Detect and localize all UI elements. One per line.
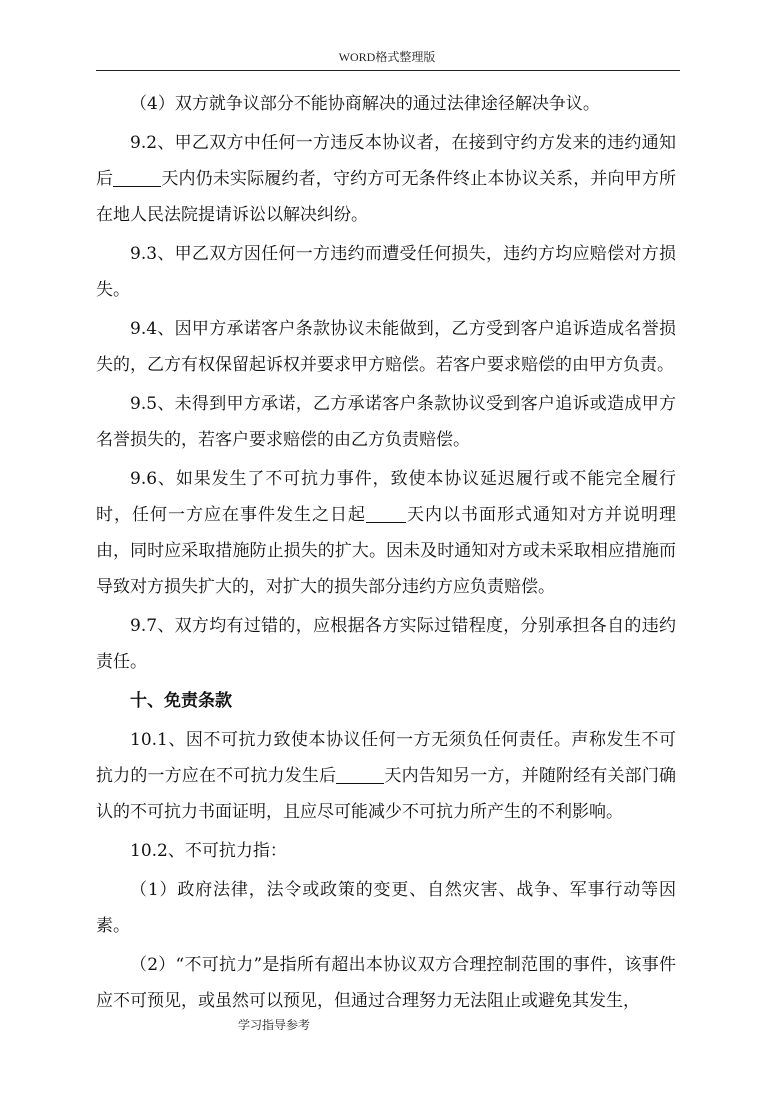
page-header: WORD格式整理版 — [338, 50, 436, 64]
paragraph-text: 9.7、双方均有过错的，应根据各方实际过错程度，分别承担各自的违约责任。 — [96, 616, 676, 672]
paragraph-text: 天内仍未实际履约者，守约方可无条件终止本协议关系，并向甲方所在地人民法院提请诉讼以解决纠纷。 — [96, 169, 677, 225]
paragraph-text: （1）政府法律，法令或政策的变更、自然灾害、战争、军事行动等因素。 — [96, 880, 676, 936]
paragraph-9-4 — [96, 311, 676, 383]
paragraph-dispute-4 — [96, 86, 676, 122]
paragraph-9-6 — [96, 461, 676, 605]
paragraph-text: 天内告知另一方，并随附经有关部门确认的不可抗力书面证明，且应尽可能减少不可抗力所产生的不利影响。 — [96, 766, 677, 822]
paragraph-text: 9.6、如果发生了不可抗力事件，致使本协议延迟履行或不能完全履行时，任何一方应在事件发生之日起 — [96, 469, 676, 525]
paragraph-text: 天内以书面形式通知对方并说明理由，同时应采取措施防止损失的扩大。因未及时通知对方或未采取相应措施而导致对方损失扩大的，对扩大的损失部分违约方应负责赔偿。 — [96, 505, 676, 597]
paragraph-9-3 — [96, 236, 676, 308]
paragraph-9-5 — [96, 386, 676, 458]
document-body — [96, 86, 676, 1022]
paragraph-text: （2）“不可抗力”是指所有超出本协议双方合理控制范围的事件，该事件应不可预见，或虽然可以预见，但通过合理努力无法阻止或避免其发生， — [96, 955, 676, 1011]
paragraph-text: 9.4、因甲方承诺客户条款协议未能做到，乙方受到客户追诉造成名誉损失的，乙方有权保留起诉权并要求甲方赔偿。若客户要求赔偿的由甲方负责。 — [96, 319, 676, 375]
heading-text: 十、免责条款 — [130, 691, 232, 711]
paragraph-text: 10.2、不可抗力指： — [130, 841, 287, 861]
paragraph-force-majeure-2 — [96, 947, 676, 1019]
paragraph-text: （4）双方就争议部分不能协商解决的通过法律途径解决争议。 — [130, 94, 600, 114]
paragraph-text: 9.5、未得到甲方承诺，乙方承诺客户条款协议受到客户追诉或造成甲方名誉损失的，若客户要求赔偿的由乙方负责赔偿。 — [96, 394, 676, 450]
paragraph-10-2 — [96, 833, 676, 869]
section-heading-exemption — [96, 683, 676, 719]
paragraph-force-majeure-1 — [96, 872, 676, 944]
blank-days-field — [336, 763, 384, 784]
blank-days-field — [113, 166, 161, 187]
blank-days-field — [366, 502, 406, 523]
paragraph-10-1 — [96, 722, 676, 830]
paragraph-text: 9.3、甲乙双方因任何一方违约而遭受任何损失，违约方均应赔偿对方损失。 — [96, 244, 676, 300]
page-footer: 学习指导参考 — [238, 1018, 311, 1032]
paragraph-text: 10.1、因不可抗力致使本协议任何一方无须负任何责任。声称发生不可抗力的一方应在不可抗力发生后 — [96, 730, 676, 786]
paragraph-text: 9.2、甲乙双方中任何一方违反本协议者，在接到守约方发来的违约通知后 — [96, 133, 676, 189]
header-divider — [96, 70, 680, 71]
paragraph-9-2 — [96, 125, 676, 233]
paragraph-9-7 — [96, 608, 676, 680]
